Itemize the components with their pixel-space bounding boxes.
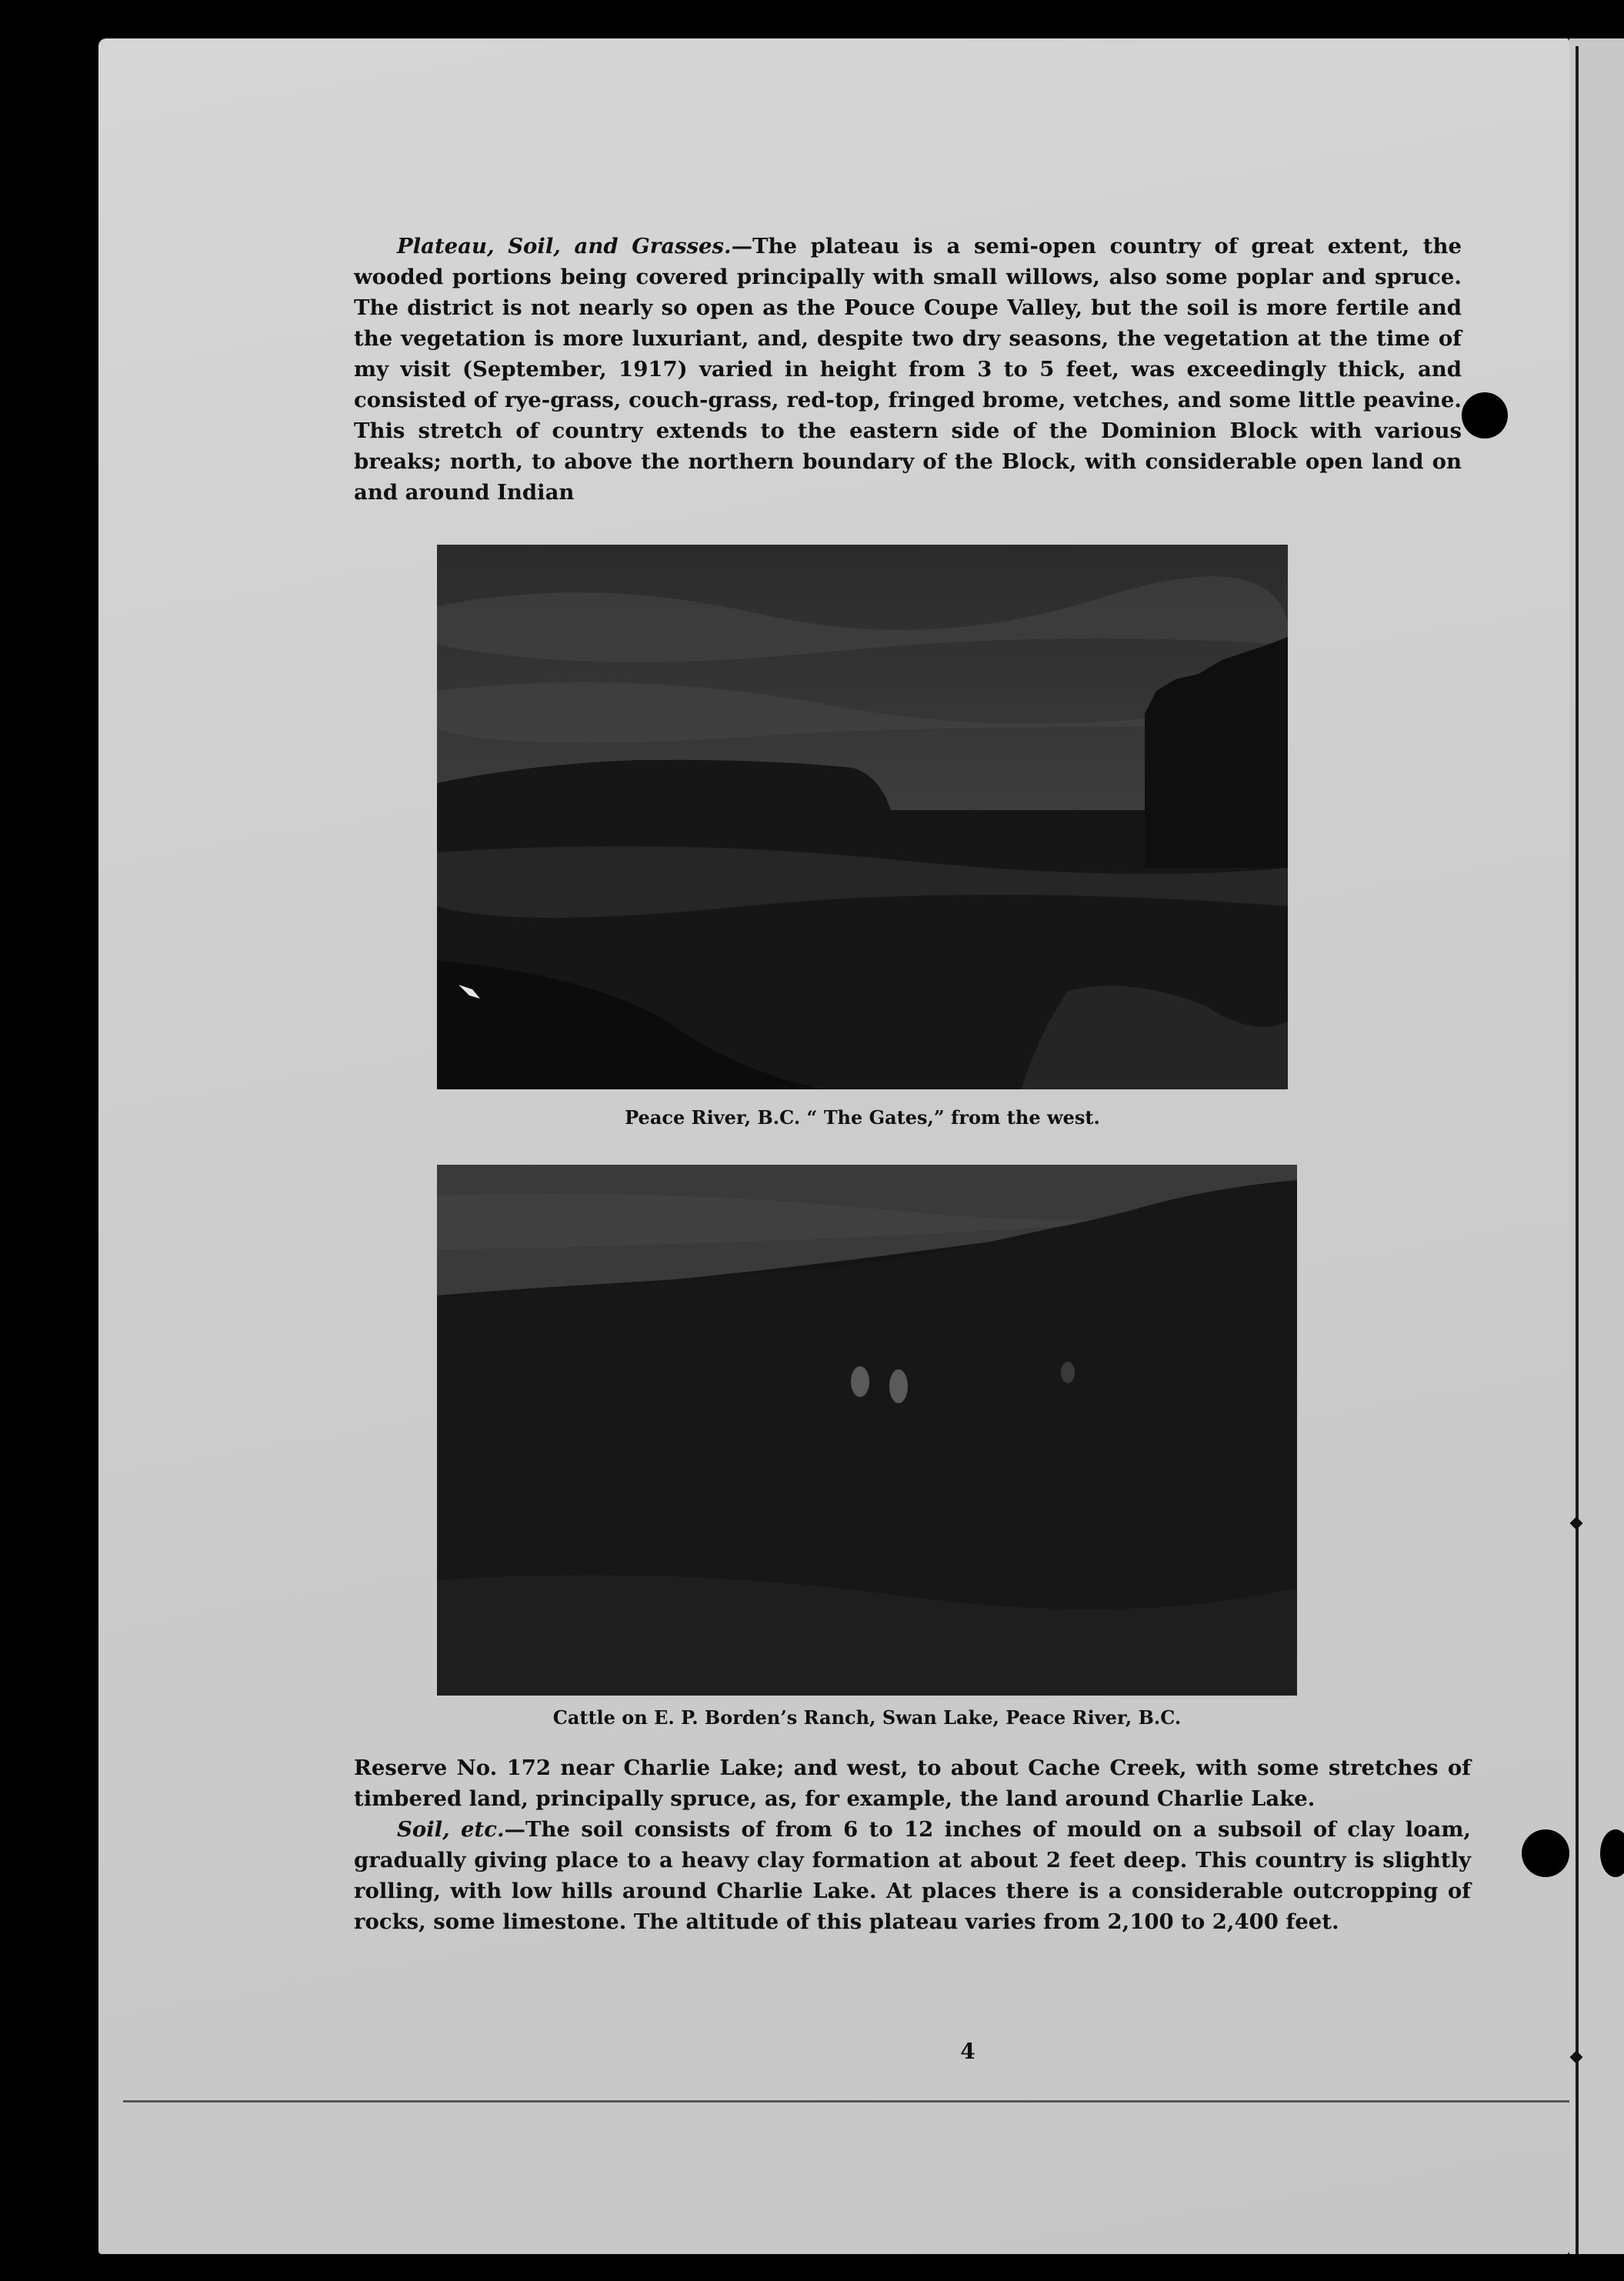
soil-paragraph	[354, 1814, 1471, 1937]
photo-cattle-ranch-caption: Cattle on E. P. Borden’s Ranch, Swan Lake, Peace River, B.C.	[552, 1706, 1182, 1729]
page-bottom-shadow	[123, 2100, 1569, 2103]
continuation-paragraph: Reserve No. 172 near Charlie Lake; and west, to about Cache Creek, with some stretches of timbered land, principally spruce, as, for example, the land around Charlie Lake.	[354, 1756, 1471, 1811]
photo-cattle-ranch-image	[437, 1165, 1297, 1696]
photo-cattle-ranch	[437, 1165, 1297, 1696]
photo-the-gates-caption: Peace River, B.C. “ The Gates,” from the west.	[625, 1106, 1100, 1129]
paper-sheet	[98, 38, 1569, 2254]
continuation-and-soil-paragraphs	[354, 1752, 1471, 1937]
binding-fold-line	[1576, 46, 1579, 2254]
soil-run-head: Soil, etc.	[397, 1817, 505, 1842]
page-number: 4	[960, 2039, 975, 2064]
photo-the-gates	[437, 545, 1288, 1089]
plateau-run-head: Plateau, Soil, and Grasses.	[397, 234, 732, 258]
soil-body-text: —The soil consists of from 6 to 12 inches of mould on a subsoil of clay loam, gradually giving place to a heavy clay formation at about 2 feet deep. This country is slightly rolling, with low hills around Charlie Lake. At places there is a considerable outcropping of rocks, some limestone. The altitude of this plateau varies from 2,100 to 2,400 feet.	[354, 1817, 1471, 1934]
punch-hole	[1462, 392, 1508, 439]
plateau-body-text: —The plateau is a semi-open country of great extent, the wooded portions being covered principally with small willows, also some poplar and spruce. The district is not nearly so open as the Pouce Coupe Valley, but the soil is more fertile and the vegetation is more luxuriant, and, despite two dry seasons, the vegetation at the time of my visit (September, 1917) varied in height from 3 to 5 feet, was exceedingly thick, and consisted of rye-grass, couch-grass, red-top, fringed brome, vetches, and some little peavine. This stretch of country extends to the eastern side of the Dominion Block with various breaks; north, to above the northern boundary of the Block, with considerable open land on and around Indian	[354, 234, 1462, 505]
punch-hole	[1522, 1829, 1569, 1877]
plateau-paragraph	[354, 231, 1462, 508]
photo-the-gates-image	[437, 545, 1288, 1089]
